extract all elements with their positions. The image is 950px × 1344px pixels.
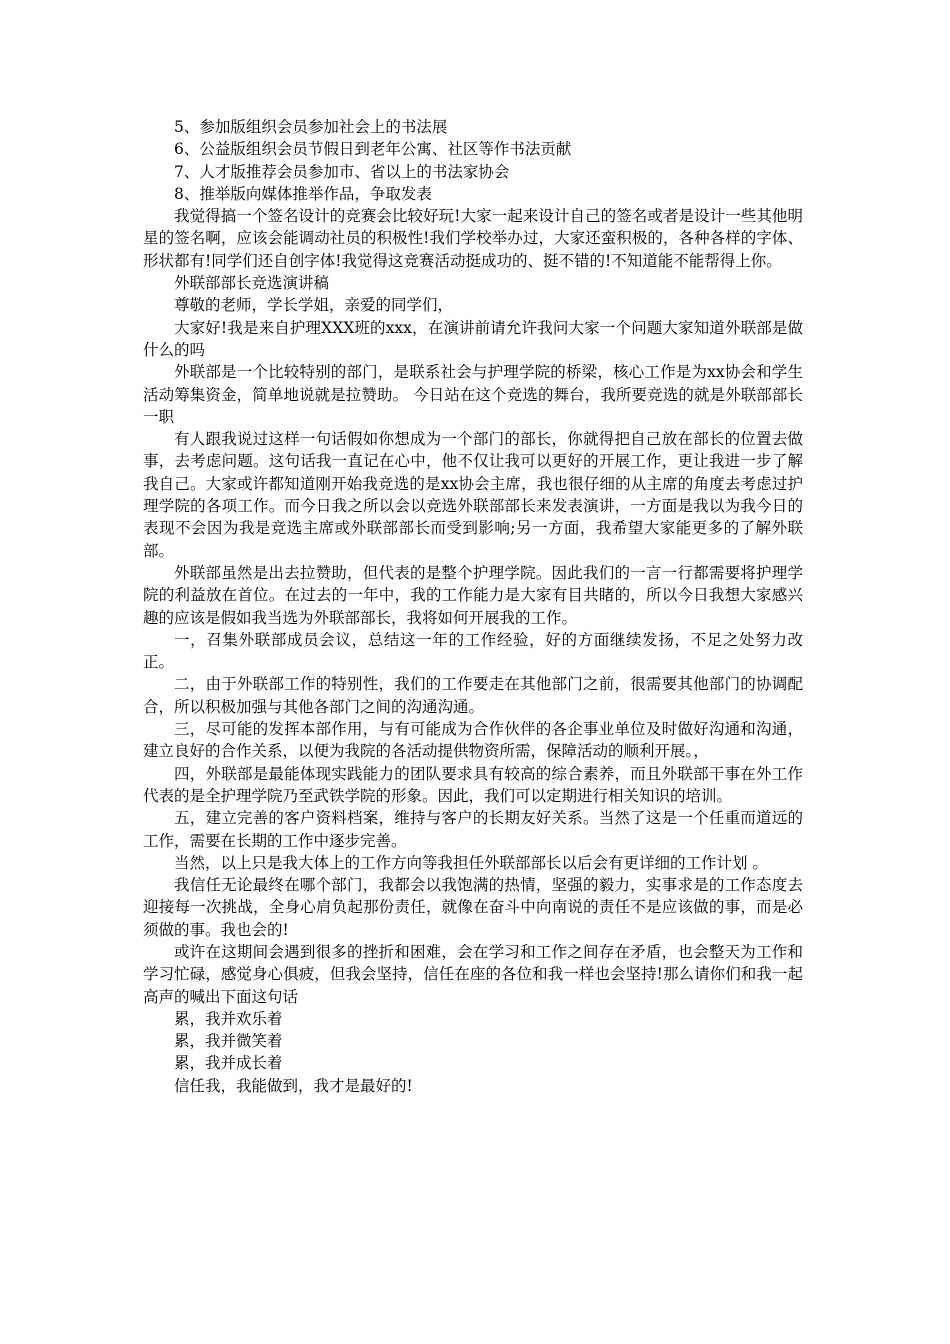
plan-item-3: 三，尽可能的发挥本部作用，与有可能成为合作伙伴的各企事业单位及时做好沟通和沟通，建立良好的合作关系，以便为我院的各活动提供物资所需，保障活动的顺利开展。， <box>143 720 803 761</box>
slogan-line-3: 累，我并成长着 <box>174 1054 283 1073</box>
paragraph-motivation: 有人跟我说过这样一句话假如你想成为一个部门的部长，你就得把自己放在部长的位置去做事，去考虑问题。这句话我一直记在心中，他不仅让我可以更好的开展工作，更让我进一步了解我自己。大家或许都知道刚开始我竞选的是xx协会主席，我也很仔细的从主席的角度去考虑过护理学院的各项工作。而今日我之所以会以竞选外联部部长来发表演讲，一方面是我以为我今日的表现不会因为我是竞选主席或外联部部长而受到影响;另一方面，我希望大家能更多的了解外联部。 <box>143 430 803 560</box>
plan-item-4: 四，外联部是最能体现实践能力的团队要求具有较高的综合素养，而且外联部干事在外工作代表的是全护理学院乃至武铁学院的形象。因此，我们可以定期进行相关知识的培训。 <box>143 764 803 805</box>
plan-item-1: 一，召集外联部成员会议，总结这一年的工作经验，好的方面继续发扬，不足之处努力改正。 <box>143 630 803 672</box>
list-item-6: 6、公益版组织会员节假日到老年公寓、社区等作书法贡献 <box>174 140 572 159</box>
salutation: 尊敬的老师，学长学姐，亲爱的同学们， <box>174 296 454 315</box>
paragraph-department-intro: 外联部是一个比较特别的部门，是联系社会与护理学院的桥梁，核心工作是为xx协会和学生活动筹集资金，简单地说就是拉赞助。 今日站在这个竞选的舞台，我所要竞选的就是外联部部长一职 <box>143 363 803 426</box>
list-item-5: 5、参加版组织会员参加社会上的书法展 <box>174 118 448 136</box>
list-item-8: 8、推举版向媒体推举作品，争取发表 <box>174 184 432 203</box>
list-item-7: 7、人才版推荐会员参加市、省以上的书法家协会 <box>174 162 510 181</box>
paragraph-summary: 当然，以上只是我大体上的工作方向等我担任外联部部长以后会有更详细的工作计划 。 <box>174 853 768 872</box>
closing-line: 信任我，我能做到，我才是最好的! <box>174 1076 413 1095</box>
speech-title: 外联部部长竞选演讲稿 <box>174 274 330 293</box>
paragraph-signature-contest: 我觉得搞一个签名设计的竞赛会比较好玩!大家一起来设计自己的签名或者是设计一些其他明星的签名啊，应该会能调动社员的积极性!我们学校举办过，大家还蛮积极的，各种各样的字体、形状都有!同学们还自创字体!我觉得这竞赛活动挺成功的、挺不错的!不知道能不能帮得上你。 <box>143 207 803 270</box>
paragraph-perseverance: 或许在这期间会遇到很多的挫折和困难，会在学习和工作之间存在矛盾，也会整天为工作和学习忙碌，感觉身心俱疲，但我会坚持，信任在座的各位和我一样也会坚持!那么请你们和我一起高声的喊出下面这句话 <box>143 942 803 1006</box>
plan-item-2: 二，由于外联部工作的特别性，我们的工作要走在其他部门之前，很需要其他部门的协调配合，所以积极加强与其他各部门之间的沟通沟通。 <box>143 675 803 716</box>
paragraph-greeting: 大家好!我是来自护理XXX班的xxx，在演讲前请允许我问大家一个问题大家知道外联部是做什么的吗 <box>143 318 803 359</box>
paragraph-commitment: 我信任无论最终在哪个部门，我都会以我饱满的热情，坚强的毅力，实事求是的工作态度去迎接每一次挑战，全身心肩负起那份责任，就像在奋斗中向南说的责任不是应该做的事，而是必须做的事。我也会的! <box>143 876 803 939</box>
plan-item-5: 五，建立完善的客户资料档案，维持与客户的长期友好关系。当然了这是一个任重而道远的工作，需要在长期的工作中逐步完善。 <box>143 809 803 850</box>
document-body <box>143 116 803 1097</box>
slogan-line-2: 累，我并微笑着 <box>174 1032 283 1051</box>
paragraph-representation: 外联部虽然是出去拉赞助，但代表的是整个护理学院。因此我们的一言一行都需要将护理学院的利益放在首位。在过去的一年中，我的工作能力是大家有目共睹的，所以今日我想大家感兴趣的应该是假如我当选为外联部部长，我将如何开展我的工作。 <box>143 563 803 627</box>
slogan-line-1: 累，我并欢乐着 <box>174 1009 283 1028</box>
